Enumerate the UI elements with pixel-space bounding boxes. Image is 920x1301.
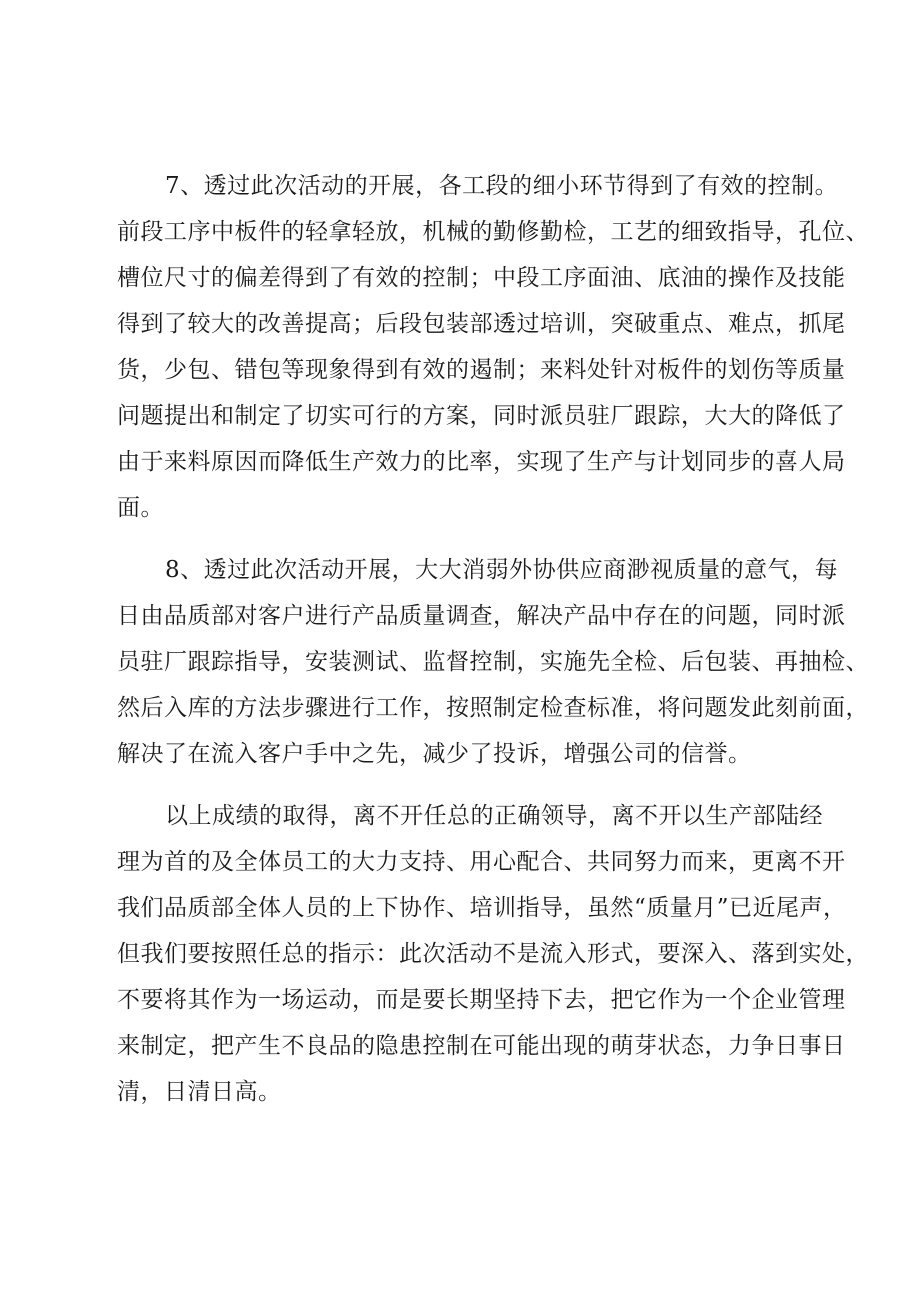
- paragraph-line: 然后入库的方法步骤进行工作，按照制定检查标准，将问题发此刻前面，: [117, 695, 869, 721]
- paragraph-line: 8、透过此次活动开展，大大消弱外协供应商渺视质量的意气，每: [165, 557, 839, 583]
- paragraph-line: 解决了在流入客户手中之先，减少了投诉，增强公司的信誉。: [117, 741, 752, 767]
- paragraph-line: 但我们要按照任总的指示：此次活动不是流入形式，要深入、落到实处，: [117, 941, 869, 967]
- paragraph-line: 面。: [117, 495, 164, 521]
- paragraph-line: 员驻厂跟踪指导，安装测试、监督控制，实施先全检、后包装、再抽检、: [117, 649, 869, 675]
- paragraph-line: 理为首的及全体员工的大力支持、用心配合、共同努力而来，更离不开: [117, 849, 846, 875]
- paragraph-line: 我们品质部全体人员的上下协作、培训指导，虽然“质量月”已近尾声，: [117, 895, 847, 921]
- paragraph-line: 日由品质部对客户进行产品质量调查，解决产品中存在的问题，同时派: [117, 603, 846, 629]
- paragraph-line: 问题提出和制定了切实可行的方案，同时派员驻厂跟踪，大大的降低了: [117, 403, 846, 429]
- paragraph-line: 不要将其作为一场运动，而是要长期坚持下去，把它作为一个企业管理: [117, 987, 846, 1013]
- paragraph-line: 7、透过此次活动的开展，各工段的细小环节得到了有效的控制。: [165, 173, 839, 199]
- paragraph-line: 清，日清日高。: [117, 1079, 282, 1105]
- paragraph-line: 以上成绩的取得，离不开任总的正确领导，离不开以生产部陆经: [165, 803, 823, 829]
- paragraph-line: 得到了较大的改善提高；后段包装部透过培训，突破重点、难点，抓尾: [117, 311, 846, 337]
- paragraph-line: 由于来料原因而降低生产效力的比率，实现了生产与计划同步的喜人局: [117, 449, 846, 475]
- paragraph-line: 来制定，把产生不良品的隐患控制在可能出现的萌芽状态，力争日事日: [117, 1033, 846, 1059]
- paragraph-line: 前段工序中板件的轻拿轻放，机械的勤修勤检，工艺的细致指导，孔位、: [117, 219, 869, 245]
- paragraph-line: 槽位尺寸的偏差得到了有效的控制；中段工序面油、底油的操作及技能: [117, 265, 846, 291]
- paragraph-line: 货，少包、错包等现象得到有效的遏制；来料处针对板件的划伤等质量: [117, 357, 846, 383]
